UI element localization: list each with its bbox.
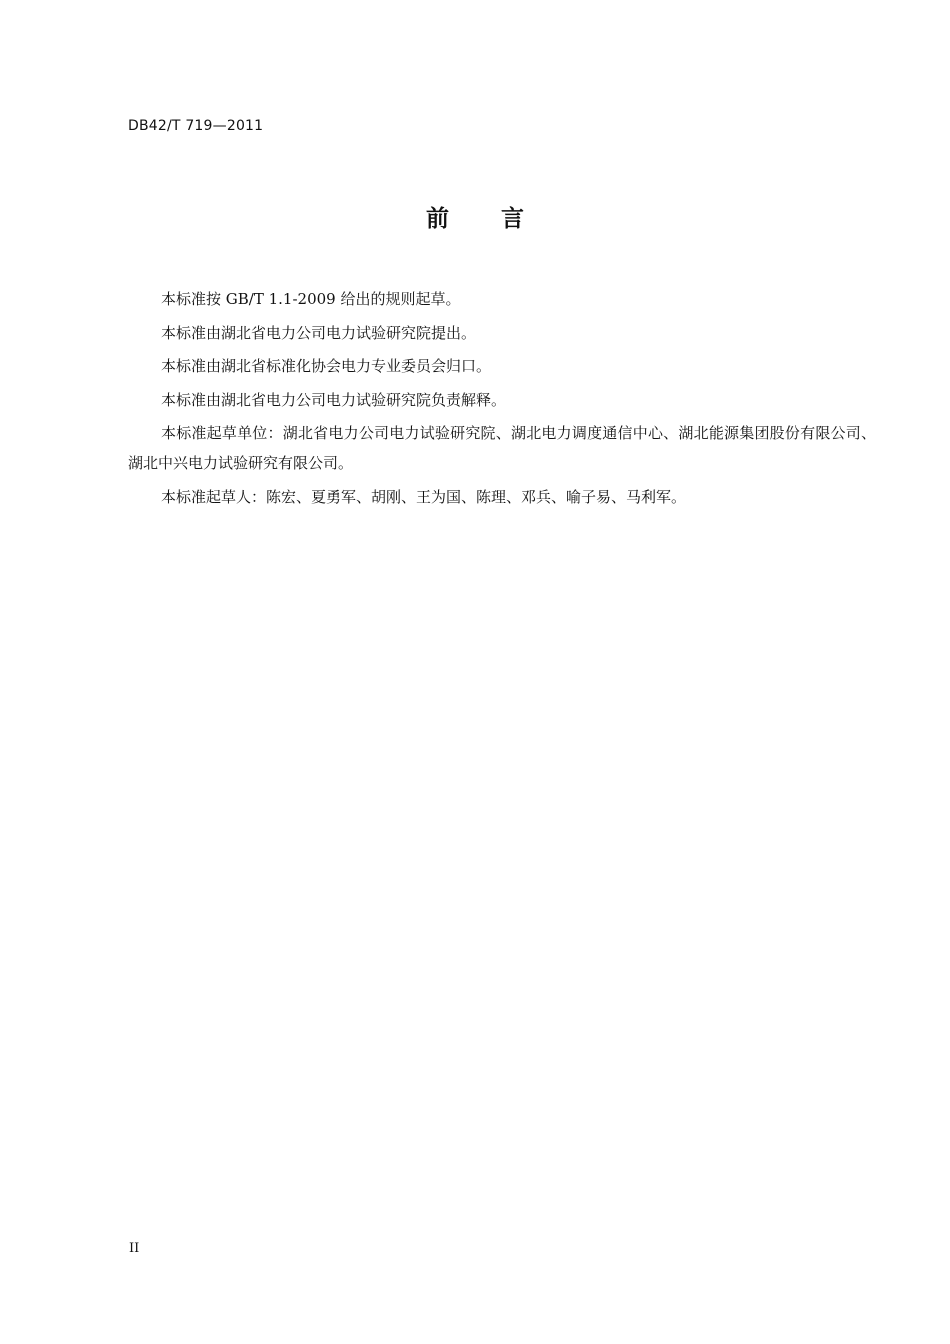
foreword-body — [128, 284, 876, 515]
paragraph-drafting-rules: 本标准按 GB/T 1.1-2009 给出的规则起草。 — [161, 290, 461, 308]
paragraph-drafting-organizations: 本标准起草单位：湖北省电力公司电力试验研究院、湖北电力调度通信中心、湖北能源集团股份有限公司、湖北中兴电力试验研究有限公司。 — [128, 424, 876, 472]
standard-code: DB42/T 719—2011 — [128, 118, 264, 134]
paragraph-interpretation: 本标准由湖北省电力公司电力试验研究院负责解释。 — [161, 390, 507, 409]
page-number: II — [129, 1241, 140, 1256]
paragraph-drafters: 本标准起草人：陈宏、夏勇军、胡刚、王为国、陈理、邓兵、喻子易、马利军。 — [161, 487, 687, 506]
paragraph-centralized-unit: 本标准由湖北省标准化协会电力专业委员会归口。 — [161, 357, 492, 375]
paragraph-proposer: 本标准由湖北省电力公司电力试验研究院提出。 — [161, 323, 477, 342]
page-title: 前言 — [426, 206, 576, 232]
